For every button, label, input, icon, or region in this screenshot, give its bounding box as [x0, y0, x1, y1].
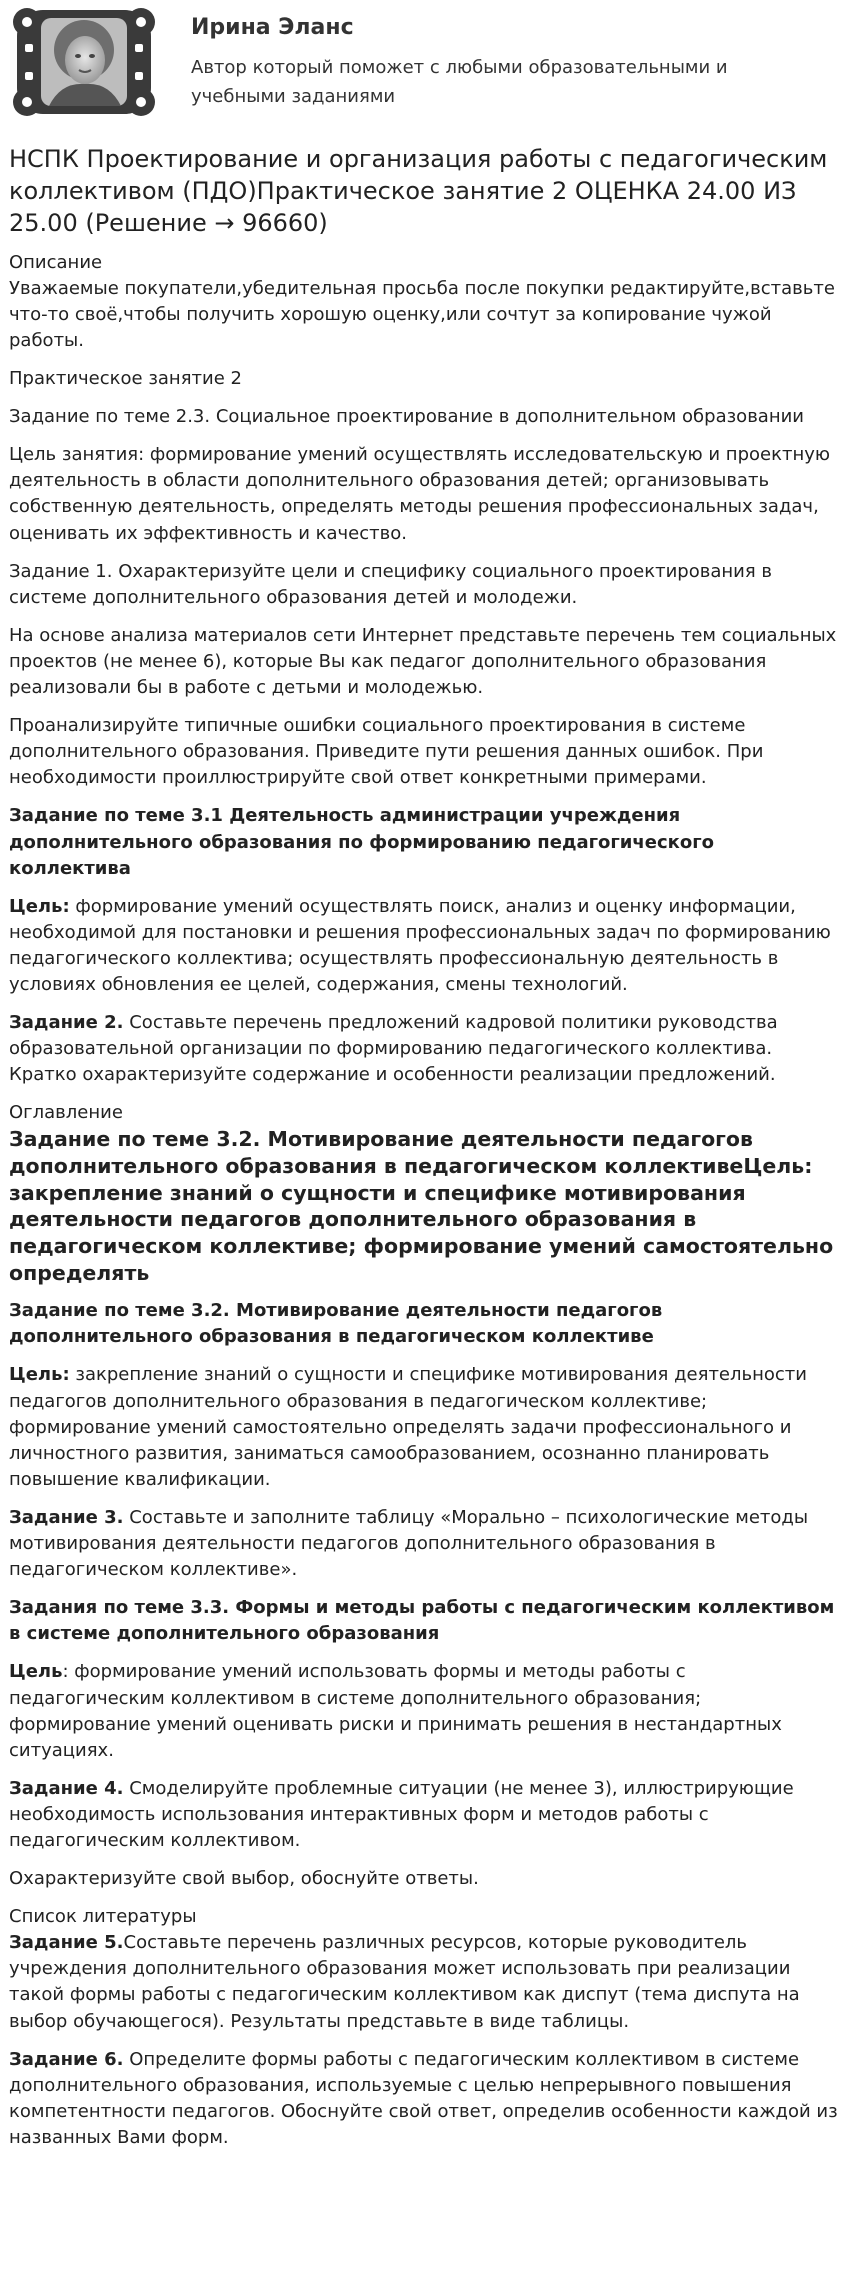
avatar-film-frame-icon: [9, 4, 159, 120]
task-label: Задание 2.: [9, 1012, 124, 1034]
task-text: Составьте перечень различных ресурсов, которые руководитель учреждения дополнительного образования может использовать при реализации такой формы работы с педагогическим коллективом как диспут (тема диспута на выбор обучающегося). Результаты представьте в виде таблицы.: [9, 1932, 800, 2032]
intro-paragraph: Уважаемые покупатели,убедительная просьба после покупки редактируйте,вставьте что-то своё,чтобы получить хорошую оценку,или сочтут за копирование чужой работы.: [9, 277, 835, 351]
goal-label: Цель:: [9, 895, 70, 917]
task-2: [9, 1010, 838, 1088]
task-label: Задание 5.: [9, 1932, 124, 1954]
task-3: [9, 1505, 838, 1583]
author-name[interactable]: Ирина Эланс: [191, 15, 354, 40]
goal-label: Цель:: [9, 1364, 70, 1386]
goal-paragraph: Цель занятия: формирование умений осуществлять исследовательскую и проектную деятельность в области дополнительного образования детей; организовывать собственную деятельность, определять методы решения профессиональных задач, оценивать их эффективность и качество.: [9, 444, 831, 544]
avatar[interactable]: [9, 4, 159, 120]
task-text: Составьте перечень предложений кадровой политики руководства образовательной организации по формированию педагогического коллектива. Кратко охарактеризуйте содержание и особенности реализации предложений.: [9, 1012, 778, 1086]
goal-3-3: [9, 1659, 838, 1763]
task-4-paragraph: Охарактеризуйте свой выбор, обоснуйте ответы.: [9, 1868, 479, 1890]
author-card: [9, 0, 838, 126]
goal-label: Цель: [9, 1661, 63, 1683]
author-description-line: Автор который поможет с любыми образовательными и: [191, 56, 728, 78]
goal-3-2: [9, 1362, 838, 1492]
toc-heading: Задание по теме 3.2. Мотивирование деятельности педагогов дополнительного образования в педагогическом коллективеЦель: закрепление знаний о сущности и специфике мотивирования деятельности педагогов дополнительного образования в педагогическом коллективе; формирование умений самостоятельно определять: [9, 1127, 834, 1285]
goal-text: : формирование умений использовать формы и методы работы с педагогическим коллективом в системе дополнительного образования; формирование умений оценивать риски и принимать решения в нестандартных ситуациях.: [9, 1661, 782, 1761]
goal-3-1: [9, 894, 838, 998]
task-label: Задание 3.: [9, 1506, 124, 1528]
author-description: [191, 54, 728, 112]
toc-label: Оглавление: [9, 1102, 123, 1124]
references-label: Список литературы: [9, 1906, 197, 1928]
task-1: Задание 1. Охарактеризуйте цели и специфику социального проектирования в системе дополнительного образования детей и молодежи.: [9, 560, 772, 608]
author-description-line: учебными заданиями: [191, 85, 396, 107]
task-text: Составьте и заполните таблицу «Морально – психологические методы мотивирования деятельности педагогов дополнительного образования в педагогическом коллективе».: [9, 1506, 809, 1581]
task-6: [9, 2047, 838, 2151]
author-info: [191, 4, 728, 111]
task-label: Задание 6.: [9, 2048, 124, 2070]
task-label: Задание 4.: [9, 1777, 124, 1799]
task-5: [9, 1930, 838, 2034]
description-label: Описание: [9, 251, 103, 273]
task-text: Определите формы работы с педагогическим коллективом в системе дополнительного образования, используемые с целью непрерывного повышения компетентности педагогов. Обоснуйте свой ответ, определив особенности каждой из названных Вами форм.: [9, 2048, 838, 2148]
goal-text: формирование умений осуществлять поиск, анализ и оценку информации, необходимой для постановки и решения профессиональных задач по формированию педагогического коллектива; осуществлять профессиональную деятельность в условиях обновления ее целей, содержания, смены технологий.: [9, 895, 831, 995]
task-text: Смоделируйте проблемные ситуации (не менее 3), иллюстрирующие необходимость использования интерактивных форм и методов работы с педагогическим коллективом.: [9, 1777, 794, 1851]
topic-3-2-heading: Задание по теме 3.2. Мотивирование деятельности педагогов дополнительного образования в педагогическом коллективе: [9, 1300, 663, 1348]
task-1-paragraph: На основе анализа материалов сети Интернет представьте перечень тем социальных проектов (не менее 6), которые Вы как педагог дополнительного образования реализовали бы в работе с детьми и молодежью.: [9, 624, 837, 699]
topic-2-3: Задание по теме 2.3. Социальное проектирование в дополнительном образовании: [9, 406, 804, 428]
task-4: [9, 1776, 838, 1854]
task-1-paragraph: Проанализируйте типичные ошибки социального проектирования в системе дополнительного образования. Приведите пути решения данных ошибок. При необходимости проиллюстрируйте свой ответ конкретными примерами.: [9, 715, 764, 789]
topic-3-3-heading: Задания по теме 3.3. Формы и методы работы с педагогическим коллективом в системе дополнительного образования: [9, 1597, 835, 1645]
topic-3-1-heading: Задание по теме 3.1 Деятельность администрации учреждения дополнительного образования по формированию педагогического коллектива: [9, 805, 714, 879]
page-title: НСПК Проектирование и организация работы с педагогическим коллективом (ПДО)Практическое занятие 2 ОЦЕНКА 24.00 ИЗ 25.00 (Решение → 96660): [9, 145, 828, 237]
practice-title: Практическое занятие 2: [9, 368, 242, 390]
goal-text: закрепление знаний о сущности и специфике мотивирования деятельности педагогов дополнительного образования в педагогическом коллективе; формирование умений самостоятельно определять задачи профессионального и личностного развития, заниматься самообразованием, осознанно планировать повышение квалификации.: [9, 1364, 807, 1490]
